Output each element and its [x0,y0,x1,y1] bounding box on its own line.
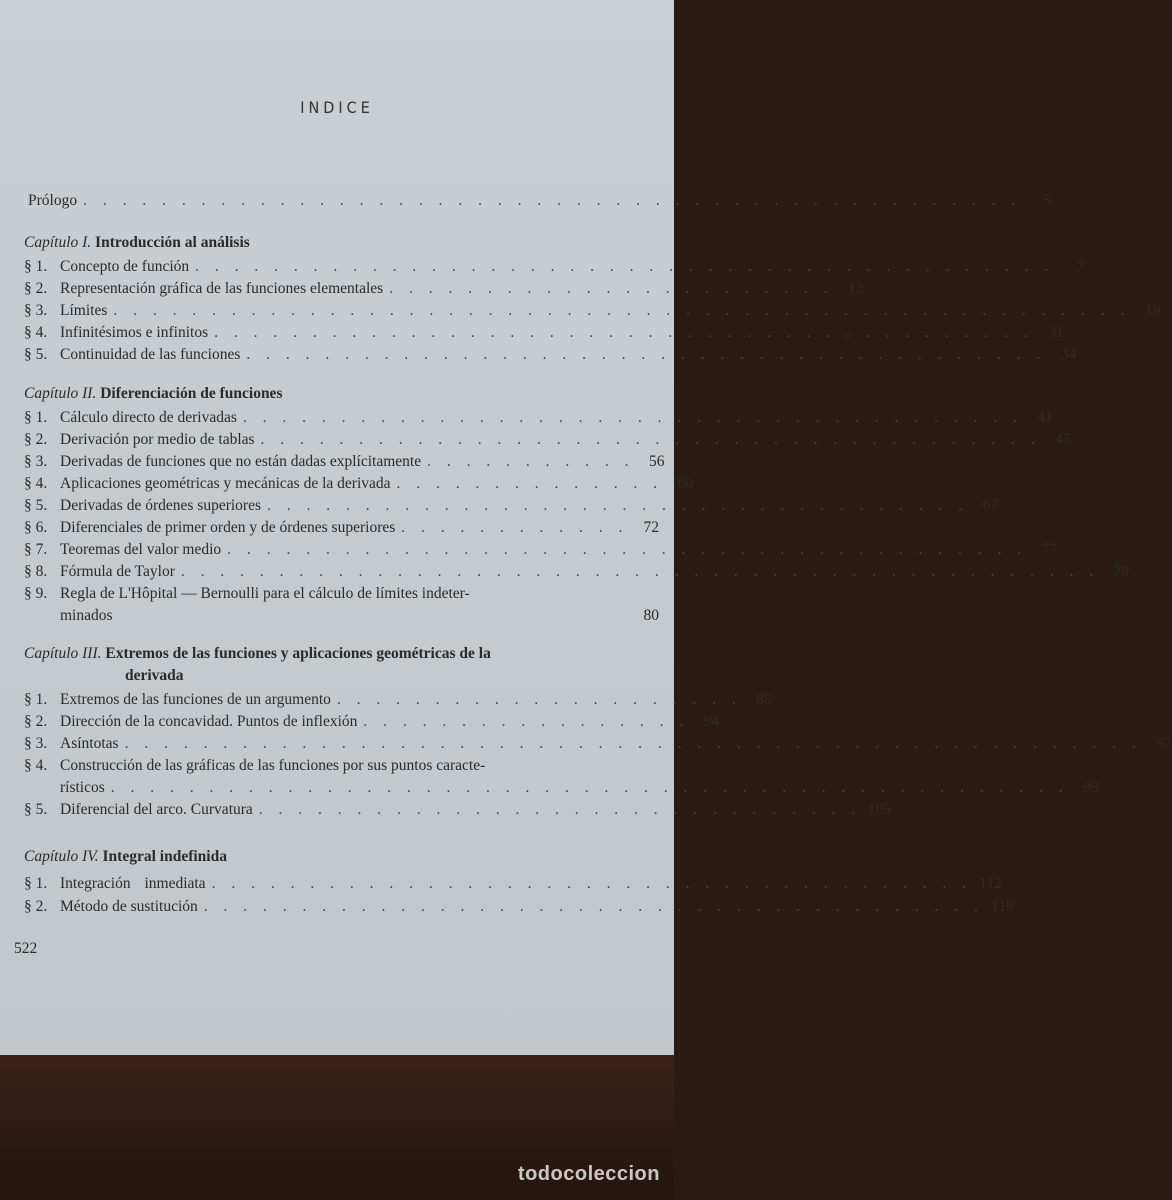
toc-entry-page: 119 [991,898,1014,915]
toc-entry-text: Prólogo [28,192,78,209]
toc-entry [24,539,1058,561]
leader-dots: . . . . . . . . . . . . . . [396,475,664,492]
leader-dots: . . . . . . . . . . . . . . . . . . . . . . . . . . . . . . . . . . . . . . . . [203,898,984,915]
toc-entry-page: 67 [982,497,999,514]
leader-dots: . . . . . . . . . . . . . . . . . . . . . . . . . . . . . . . . . . . . . . . . . . . . . . . . [83,192,1022,209]
leader-dots: . . . . . . . . . . . . . . . . . . . . . . . . . . . . . . . . . . . . . . . [211,875,972,892]
toc-entry-page: 19 [1144,302,1161,319]
toc-entry-text: Concepto de función [60,258,190,275]
toc-entry-text: Derivadas de funciones que no están dadas explícitamente [60,453,422,470]
leader-dots: . . . . . . . . . . . . [401,519,629,536]
toc-entry-page: 72 [643,519,659,536]
toc-entry-prologo [24,190,1052,212]
chapter-label: Capítulo I. [24,234,92,251]
toc-entry-page: 45 [1055,431,1071,448]
leader-dots: . . . . . . . . . . . . . . . . . . . . . . . . . . . . . . . . . . . . [267,497,969,514]
toc-entry-page: 80 [643,607,659,624]
toc-entry-text: Diferencial del arco. Curvatura [60,801,253,818]
section-marker: § 4. [24,757,48,774]
toc-entry-text: Construcción de las gráficas de las funciones por sus puntos caracte- [60,757,486,774]
section-marker: § 1. [24,258,48,275]
toc-entry [24,278,864,300]
toc-entry-text: Integración inmediata [60,875,206,892]
section-marker: § 5. [24,346,48,363]
chapter-heading-3 [24,643,659,665]
leader-dots: . . . . . . . . . . . . . . . . . . . . . . . . . . . . . . . [258,801,862,818]
toc-entry [24,517,659,539]
leader-dots: . . . . . . . . . . . . . . . . . . . . . . . . . . . . . . . . . . . . . . . . . . . . . . . . . . . . [113,302,1131,319]
toc-entry-page: 94 [703,713,720,730]
toc-entry-continuation [24,605,659,627]
leader-dots: . . . . . . . . . . . . . . . . . . . . . . . . . . . . . . . . . . . . . . . . . . . . . . . [180,563,1100,580]
toc-entry [24,873,1002,895]
section-marker: § 3. [24,453,48,470]
section-marker: § 1. [24,691,48,708]
toc-entry-page: 60 [677,475,694,492]
toc-entry-page: 56 [648,453,665,470]
leader-dots: . . . . . . . . . . . . . . . . . . . . . . . . . . . . . . . . . . . . . . . . . . . . [195,258,1055,275]
toc-entry-text: Diferenciales de primer orden y de órdenes superiores [60,519,396,536]
leader-dots: . . . . . . . . . . . . . . . . . . . . . . . . . . . . . . . . . . . . . . . . . [246,346,1047,363]
toc-entry [24,473,694,495]
toc-entry-text: Regla de L'Hôpital — Bernoulli para el cálculo de límites indeter- [60,585,470,602]
section-marker: § 3. [24,735,48,752]
toc-entry [24,495,999,517]
section-marker: § 2. [24,431,48,448]
toc-entry [24,689,772,711]
leader-dots: . . . . . . . . . . . [427,453,635,470]
toc-entry [24,300,1161,322]
toc-entry [24,344,1077,366]
toc-entry-multiline [24,755,660,777]
toc-entry [24,896,1014,918]
toc-entry-page: 13 [848,280,864,297]
toc-entry-page: 31 [1048,324,1064,341]
table-surface [0,1055,674,1200]
toc-entry-text: minados [60,607,113,624]
toc-entry-text: Aplicaciones geométricas y mecánicas de la derivada [60,475,391,492]
leader-dots: . . . . . . . . . . . . . . . . . . . . . . . . . . . . . . . . . . . . . . . . . . [214,324,1034,341]
section-marker: § 2. [24,713,48,730]
chapter-heading-3-continuation [125,665,645,687]
section-marker: § 6. [24,519,48,536]
leader-dots: . . . . . . . . . . . . . . . . . . . . . . . . . . . . . . . . . . . . . . . . [242,409,1024,426]
toc-entry-text: Fórmula de Taylor [60,563,175,580]
page-number: 522 [14,940,38,957]
section-marker: § 9. [24,585,48,602]
toc-entry-text: Límites [60,302,108,319]
toc-entry-text: Continuidad de las funciones [60,346,241,363]
section-marker: § 8. [24,563,48,580]
section-marker: § 7. [24,541,48,558]
toc-entry-page: 5 [1043,192,1052,209]
section-marker: § 2. [24,898,48,915]
section-marker: § 1. [24,875,48,892]
chapter-heading-4 [24,846,659,868]
toc-entry-multiline [24,583,660,605]
leader-dots: . . . . . . . . . . . . . . . . . . . . . . . [389,280,834,297]
toc-entry-page: 41 [1037,409,1054,426]
toc-entry-text: Representación gráfica de las funciones elementales [60,280,384,297]
leader-dots: . . . . . . . . . . . . . . . . . . . . . . . . . . . . . . . . . . . . . . . . . . . . . . . . . [110,779,1069,796]
toc-entry-page: 77 [1041,541,1058,558]
section-marker: § 4. [24,324,48,341]
toc-entry-text: Extremos de las funciones de un argumento [60,691,331,708]
watermark: todocoleccion [517,1163,660,1185]
toc-entry-page: 97 [1156,735,1172,752]
page-title: INDICE [300,98,374,117]
toc-entry [24,711,720,733]
toc-entry [24,407,1054,429]
section-marker: § 5. [24,497,48,514]
leader-dots: . . . . . . . . . . . . . . . . . . . . . . . . . . . . . . . . . . . . . . . . . [227,541,1028,558]
toc-entry [24,256,1085,278]
toc-entry-page: 7 [1076,258,1085,275]
section-marker: § 1. [24,409,48,426]
toc-entry-continuation [24,777,1099,799]
section-marker: § 3. [24,302,48,319]
toc-entry-text: Derivación por medio de tablas [60,431,255,448]
chapter-label: Capítulo IV. [24,848,99,865]
toc-entry-text: Derivadas de órdenes superiores [60,497,261,514]
toc-entry-text: Teoremas del valor medio [60,541,222,558]
toc-entry-page: 112 [979,875,1002,892]
toc-entry [24,429,1071,451]
chapter-label: Capítulo II. [24,385,97,402]
leader-dots: . . . . . . . . . . . . . . . . . [363,713,690,730]
leader-dots: . . . . . . . . . . . . . . . . . . . . . . . . . . . . . . . . . . . . . . . . [260,431,1041,448]
toc-entry [24,561,1130,583]
chapter-title: Integral indefinida [102,848,227,865]
chapter-title: derivada [125,667,184,684]
toc-entry [24,451,665,473]
toc-entry-text: Método de sustitución [60,898,198,915]
toc-entry-page: 99 [1083,779,1099,796]
chapter-heading-1 [24,232,659,254]
toc-entry-text: Cálculo directo de derivadas [60,409,237,426]
toc-entry [24,322,1064,344]
toc-entry-page: 85 [756,691,772,708]
section-marker: § 2. [24,280,48,297]
leader-dots: . . . . . . . . . . . . . . . . . . . . . [336,691,742,708]
toc-entry-text: Dirección de la concavidad. Puntos de inflexión [60,713,358,730]
chapter-title: Diferenciación de funciones [100,385,283,402]
toc-entry [24,733,1172,755]
chapter-title: Introducción al análisis [95,234,250,251]
toc-entry-text: Infinitésimos e infinitos [60,324,209,341]
chapter-heading-2 [24,383,659,405]
toc-entry-page: 34 [1060,346,1077,363]
chapter-title: Extremos de las funciones y aplicaciones geométricas de la [105,645,491,662]
section-marker: § 4. [24,475,48,492]
toc-entry-page: 79 [1113,563,1130,580]
toc-entry [24,799,892,821]
toc-entry-text: rísticos [60,779,105,796]
toc-entry-page: 105 [867,801,892,818]
section-marker: § 5. [24,801,48,818]
chapter-label: Capítulo III. [24,645,102,662]
toc-entry-text: Asíntotas [60,735,119,752]
leader-dots: . . . . . . . . . . . . . . . . . . . . . . . . . . . . . . . . . . . . . . . . . . . . . . . . . . . . [124,735,1142,752]
